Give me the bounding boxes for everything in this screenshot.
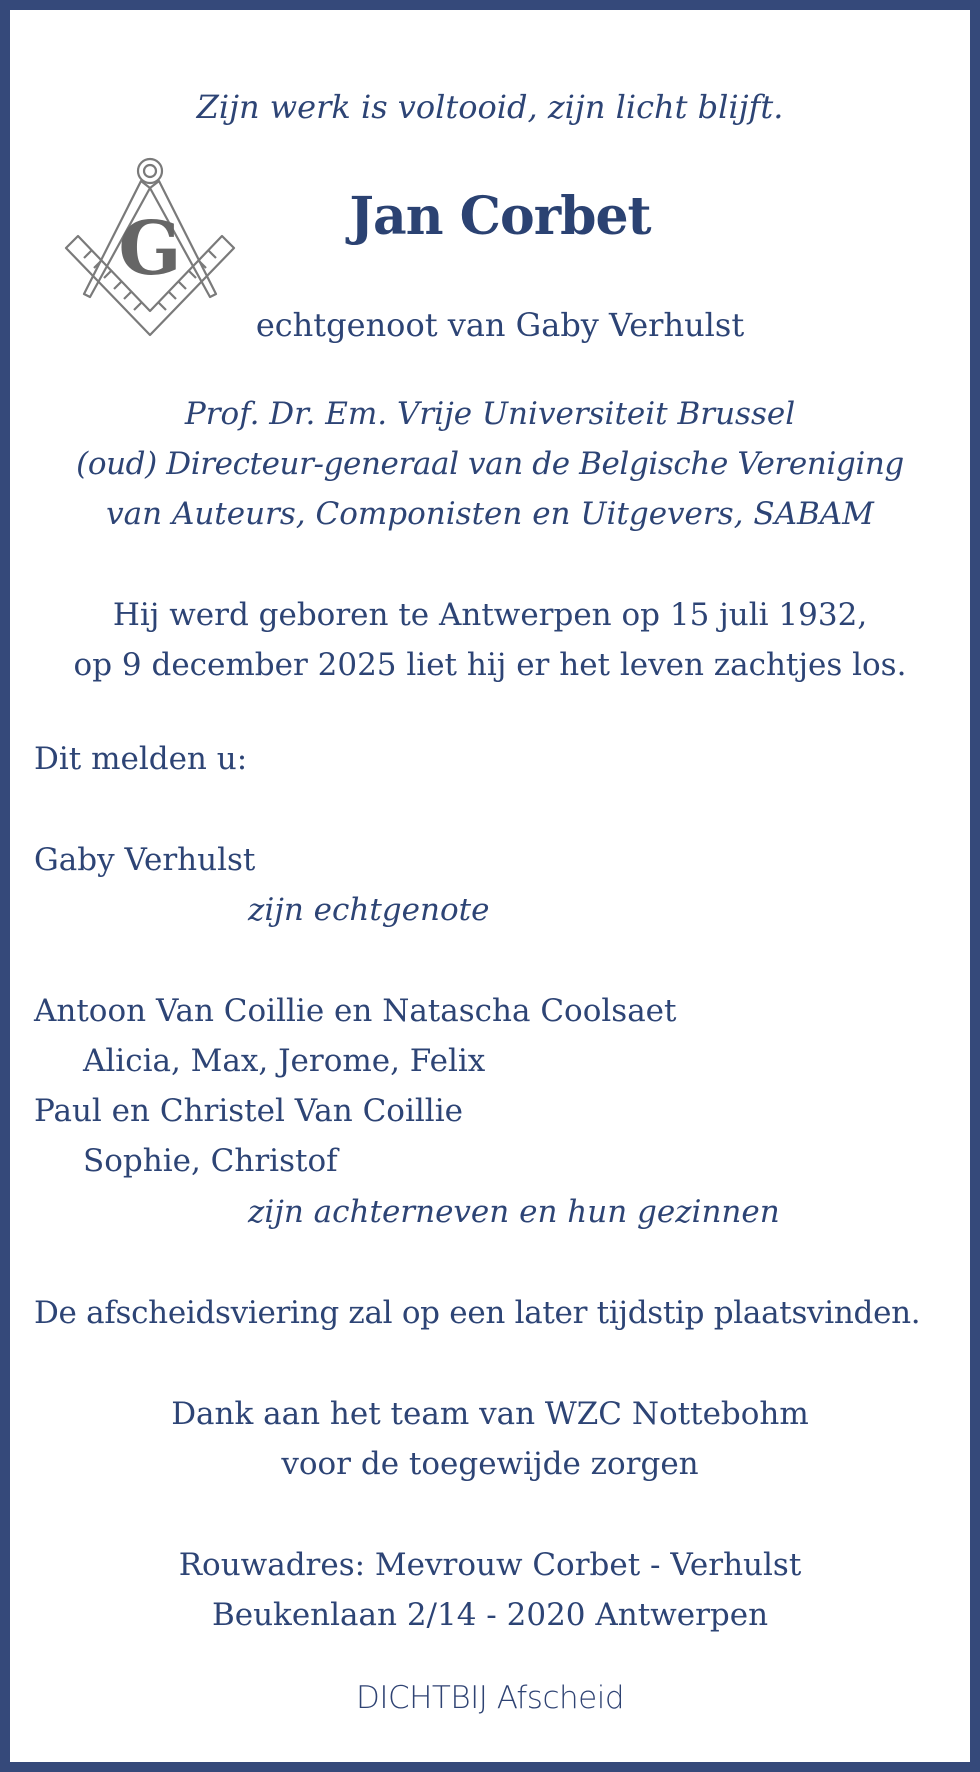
motto: Zijn werk is voltooid, zijn licht blijft.	[196, 88, 784, 126]
emblem-letter: G	[118, 206, 182, 292]
spouse-name: Gaby Verhulst	[34, 842, 256, 878]
address-line-2: Beukenlaan 2/14 - 2020 Antwerpen	[211, 1597, 769, 1633]
announce-intro: Dit melden u:	[34, 741, 248, 777]
family-couple-2: Paul en Christel Van Coillie	[34, 1093, 463, 1129]
deceased-name: Jan Corbet	[349, 186, 651, 247]
family-children-1: Alicia, Max, Jerome, Felix	[83, 1043, 486, 1079]
spouse-role: zijn echtgenote	[248, 892, 490, 928]
footer-brand: DICHTBIJ Afscheid	[355, 1680, 625, 1716]
title-line-3: van Auteurs, Componisten en Uitgevers, SABAM	[106, 496, 874, 532]
life-line-1: Hij werd geboren te Antwerpen op 15 juli 1932,	[112, 597, 868, 633]
family-children-2: Sophie, Christof	[83, 1143, 338, 1179]
life-line-2: op 9 december 2025 liet hij er het leven zachtjes los.	[73, 647, 907, 683]
address-line-1: Rouwadres: Mevrouw Corbet - Verhulst	[178, 1547, 802, 1583]
spouse-subtitle: echtgenoot van Gaby Verhulst	[255, 306, 745, 344]
title-line-1: Prof. Dr. Em. Vrije Universiteit Brussel	[184, 396, 796, 432]
family-role: zijn achterneven en hun gezinnen	[248, 1194, 780, 1230]
family-couple-1: Antoon Van Coillie en Natascha Coolsaet	[34, 993, 677, 1029]
thanks-line-1: Dank aan het team van WZC Nottebohm	[171, 1396, 809, 1432]
thanks-line-2: voor de toegewijde zorgen	[281, 1446, 699, 1482]
title-line-2: (oud) Directeur-generaal van de Belgische Vereniging	[76, 446, 904, 482]
ceremony-notice: De afscheidsviering zal op een later tijdstip plaatsvinden.	[34, 1295, 921, 1331]
